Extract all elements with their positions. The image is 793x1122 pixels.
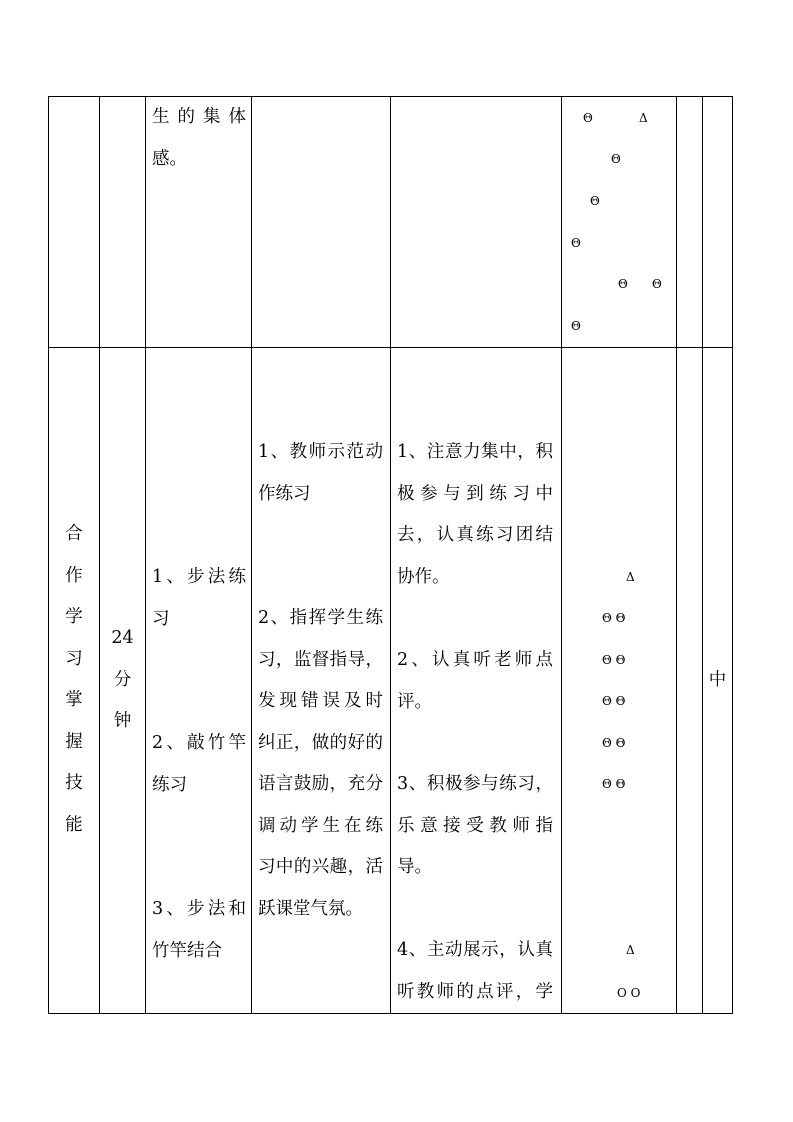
student-pair: Θ Θ [602, 777, 626, 791]
content-line: 生的集体 [152, 107, 246, 127]
student-marker: Θ [618, 277, 628, 291]
student-activity: 4、主动展示，认真 听教师的点评，学 [397, 940, 553, 1002]
table-right-border [732, 96, 733, 1014]
teacher-marker: Δ [626, 570, 635, 584]
student-pair: O O [617, 986, 641, 1000]
section-title: 合 作 学 习 掌 握 技 能 [65, 524, 83, 835]
time-allocation: 24 分 钟 [111, 628, 134, 731]
column-line [702, 96, 703, 1014]
column-line [99, 96, 100, 1014]
student-activity: 2、认真听老师点 评。 [397, 650, 553, 712]
student-marker: Θ [571, 236, 581, 250]
column-line [561, 96, 562, 1014]
student-pair: Θ Θ [602, 736, 626, 750]
content-item: 3、步法和 竹竿结合 [152, 899, 246, 961]
student-marker: Θ [571, 319, 581, 333]
student-pair: Θ Θ [602, 653, 626, 667]
teacher-activity: 1、教师示范动 作练习 [258, 442, 383, 504]
column-line [251, 96, 252, 1014]
content-item: 1、步法练 习 [152, 567, 246, 629]
student-activity: 1、注意力集中，积 极参与到练习中 去，认真练习团结 协作。 [397, 442, 553, 587]
student-marker: Θ [583, 111, 593, 125]
student-marker: Θ [611, 152, 621, 166]
row1-content-cell [152, 97, 246, 180]
column-line [145, 96, 146, 1014]
intensity-value: 中 [708, 670, 727, 690]
student-pair: Θ Θ [602, 694, 626, 708]
student-pair: Θ Θ [602, 611, 626, 625]
column-line [676, 96, 677, 1014]
content-line: 感。 [152, 148, 187, 169]
student-activity: 3、积极参与练习， 乐意接受教师指 导。 [397, 774, 553, 877]
column-line [390, 96, 391, 1014]
teacher-marker: Δ [626, 943, 635, 957]
student-marker: Θ [590, 194, 600, 208]
teacher-marker: Δ [639, 111, 648, 125]
content-item: 2、敲竹竿 练习 [152, 733, 246, 795]
teacher-activity: 2、指挥学生练 习，监督指导， 发现错误及时 纠正，做的好的 语言鼓励，充分 调动学生在练 习中的兴趣，活 跃课堂气氛。 [258, 608, 383, 919]
student-marker: Θ [652, 277, 662, 291]
